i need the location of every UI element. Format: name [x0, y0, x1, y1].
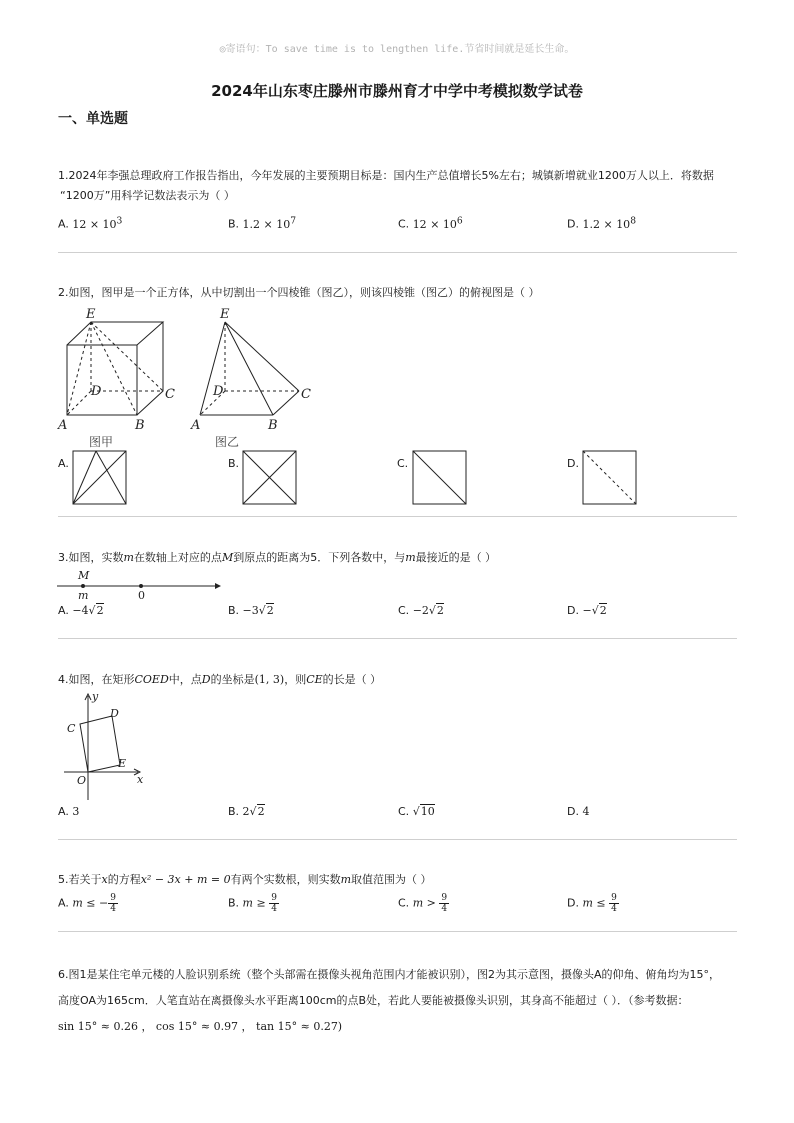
q4-coordinate-figure	[62, 690, 152, 802]
q4-option-d[interactable]: D. 4	[567, 805, 590, 818]
q4-stem-c: 的坐标是	[210, 673, 255, 686]
q5-stem-b: 的方程	[107, 873, 141, 886]
question-3	[58, 548, 738, 568]
q5-equation: x² − 3x + m = 0	[140, 873, 231, 886]
question-4	[58, 670, 738, 690]
q5-var-m: m	[340, 873, 352, 886]
q5-stem-a: 5.若关于	[58, 873, 102, 886]
q3-stem-d: 最接近的是（ ）	[415, 551, 497, 564]
q1-stem-line2: “1200万”用科学记数法表示为（ ）	[60, 189, 235, 202]
caption-figure-a: 图甲	[89, 435, 114, 449]
label-d: D	[213, 384, 224, 399]
axis-label-M: M	[78, 569, 90, 582]
q2-option-d-figure[interactable]	[582, 450, 638, 506]
label-e: E	[118, 757, 127, 770]
divider	[58, 839, 737, 840]
label-b: B	[135, 418, 145, 433]
q5-stem-c: 有两个实数根，则实数	[230, 873, 341, 886]
label-c: C	[301, 387, 311, 402]
q1-option-d[interactable]: D. $1.2 \times 10^8$	[567, 215, 637, 231]
q2-option-c[interactable]: C.	[397, 457, 409, 470]
q4-option-b[interactable]: B. 2√2	[228, 805, 265, 818]
label-b: B	[268, 418, 278, 433]
q4-stem-b: 中，点	[168, 673, 202, 686]
motto: ◎寄语句：To save time is to lengthen life.节省时间就是延长生命。	[219, 44, 575, 55]
question-1	[58, 166, 738, 233]
divider	[58, 638, 737, 639]
label-a: A	[191, 418, 201, 433]
label-e: E	[86, 307, 96, 322]
q4-point: D	[201, 673, 211, 686]
question-6	[58, 962, 738, 1040]
label-e: E	[220, 307, 230, 322]
caption-figure-b: 图乙	[215, 435, 240, 449]
q4-option-c[interactable]: C. √10	[398, 805, 435, 818]
q6-line1: 6.图1是某住宅单元楼的人脸识别系统（整个头部需在摄像头视角范围内才能被识别），图2为其示意图，摄像头A的仰角、俯角均为15°，	[58, 968, 721, 981]
label-c: C	[67, 722, 76, 735]
q6-line3: sin 15° ≈ 0.26 ， cos 15° ≈ 0.97 ， tan 15° ≈ 0.27)	[58, 1020, 343, 1033]
q4-stem-e: 的长是（ ）	[322, 673, 382, 686]
q3-option-d[interactable]: D. −√2	[567, 604, 607, 617]
q4-coord: (1, 3)	[254, 673, 285, 686]
q2-option-c-figure[interactable]	[412, 450, 468, 506]
q2-cube-figure	[55, 305, 325, 450]
q4-stem-a: 4.如图，在矩形	[58, 673, 135, 686]
q4-segment: CE	[306, 673, 323, 686]
q2-option-a-figure[interactable]	[72, 450, 128, 506]
label-d: D	[91, 384, 102, 399]
axis-label-m: m	[78, 589, 89, 602]
page-title: 2024年山东枣庄滕州市滕州育才中学中考模拟数学试卷	[211, 82, 583, 100]
q3-var-m: m	[405, 551, 416, 564]
axis-label-zero: 0	[138, 589, 145, 602]
axis-label-x: x	[137, 773, 144, 786]
q5-var: x	[101, 873, 108, 886]
q4-stem-d: ，则	[284, 673, 307, 686]
q3-option-a[interactable]: A. −4√2	[58, 604, 104, 617]
q4-option-a[interactable]: A. 3	[58, 805, 80, 818]
q2-option-d[interactable]: D.	[567, 457, 579, 470]
q5-option-a[interactable]: A. m ≤ − $\frac{9}{4}$	[58, 893, 116, 914]
divider	[58, 931, 737, 932]
q5-option-c[interactable]: C. m > $\frac{9}{4}$	[398, 893, 448, 914]
q3-option-c[interactable]: C. −2√2	[398, 604, 444, 617]
q3-var-M: M	[221, 551, 234, 564]
q3-var-m: m	[123, 551, 134, 564]
q3-option-b[interactable]: B. −3√2	[228, 604, 274, 617]
label-d: D	[110, 707, 119, 720]
q3-stem-b: 在数轴上对应的点	[133, 551, 222, 564]
q1-stem-line1: 1.2024年李强总理政府工作报告指出，今年发展的主要预期目标是：国内生产总值增长5%左右；城镇新增就业1200万人以上．将数据	[58, 169, 714, 182]
question-2	[58, 283, 738, 303]
q6-line2: 高度OA为165cm．人笔直站在离摄像头水平距离100cm的点B处，若此人要能被摄像头识别，其身高不能超过（ ）．（参考数据：	[58, 994, 689, 1007]
q2-stem: 2.如图，图甲是一个正方体，从中切割出一个四棱锥（图乙），则该四棱锥（图乙）的俯视图是（ ）	[58, 286, 540, 299]
q1-option-a[interactable]: A. $12 \times 10^3$	[58, 215, 123, 231]
label-a: A	[58, 418, 68, 433]
q2-option-b-figure[interactable]	[242, 450, 298, 506]
divider	[58, 516, 737, 517]
q3-stem-a: 3.如图，实数	[58, 551, 124, 564]
q3-stem-c: 到原点的距离为5．下列各数中，与	[233, 551, 406, 564]
section-heading: 一、单选题	[58, 111, 128, 127]
label-c: C	[165, 387, 175, 402]
q2-option-b[interactable]: B.	[228, 457, 240, 470]
divider	[58, 252, 737, 253]
q1-option-b[interactable]: B. $1.2 \times 10^7$	[228, 215, 297, 231]
axis-label-y: y	[92, 690, 99, 703]
q5-stem-d: 取值范围为（ ）	[351, 873, 432, 886]
q5-option-d[interactable]: D. m ≤ $\frac{9}{4}$	[567, 893, 617, 914]
q5-option-b[interactable]: B. m ≥ $\frac{9}{4}$	[228, 893, 277, 914]
q4-rect: COED	[134, 673, 169, 686]
label-o: O	[77, 774, 87, 787]
q2-option-a[interactable]: A.	[58, 457, 69, 470]
q1-option-c[interactable]: C. $12 \times 10^6$	[398, 215, 463, 231]
q3-number-line	[55, 568, 225, 602]
question-5	[58, 870, 738, 890]
